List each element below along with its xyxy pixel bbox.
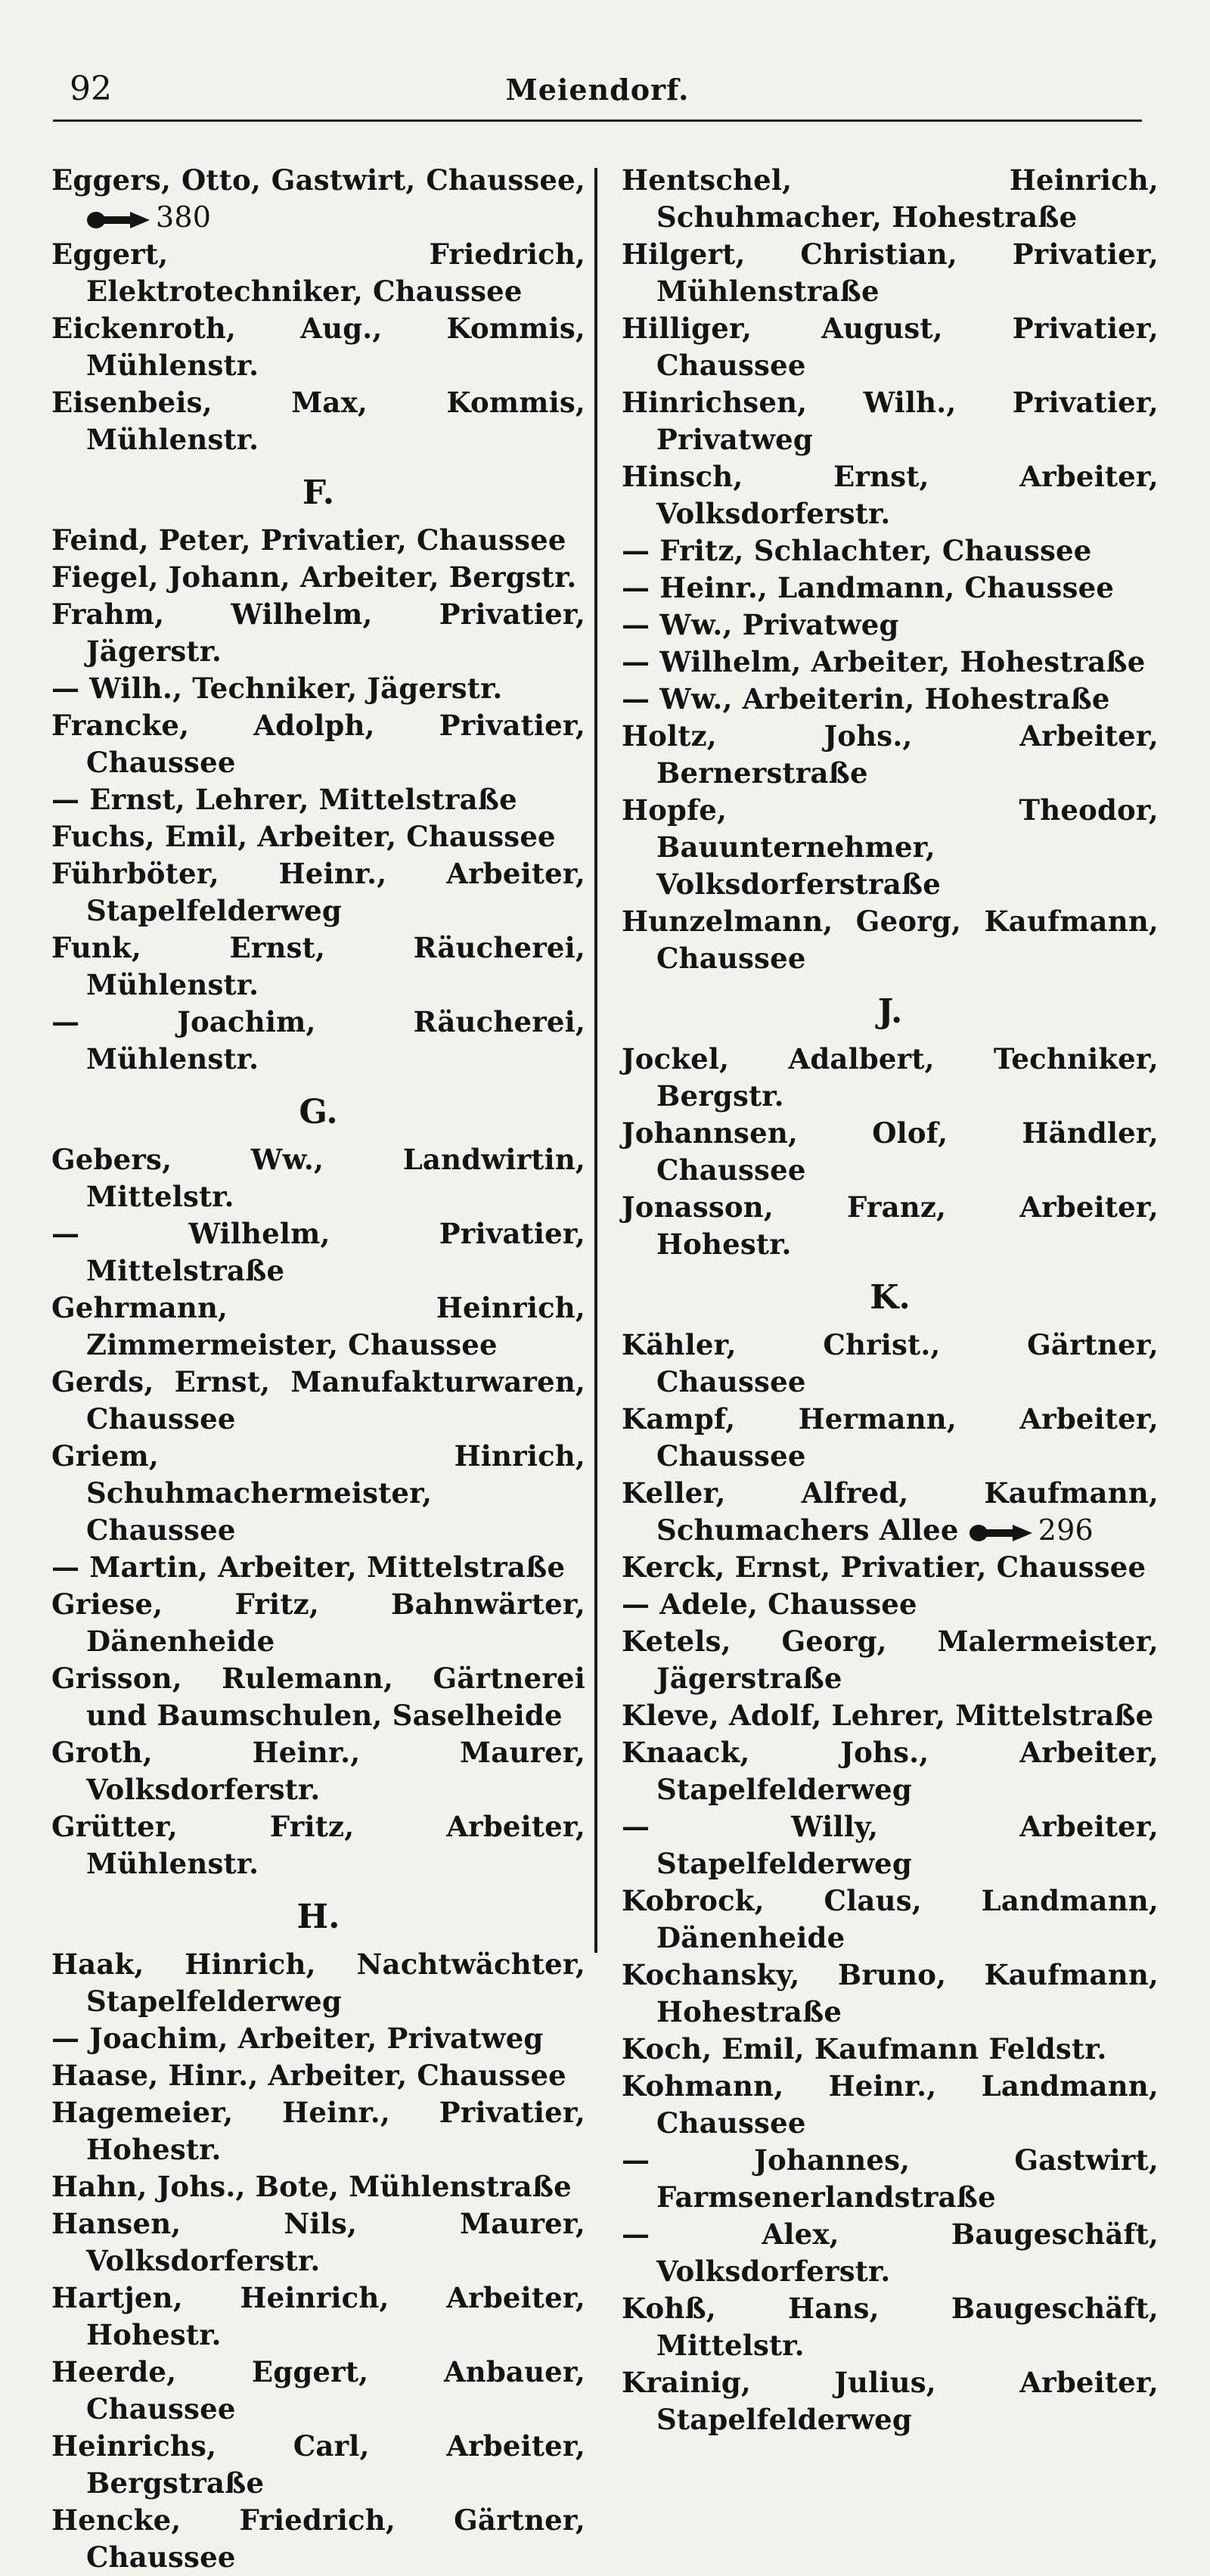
- directory-entry: [51, 1438, 585, 1549]
- telephone-icon: [969, 1522, 1034, 1544]
- entry-text: Koch, Emil, Kaufmann Feldstr.: [622, 2032, 1107, 2065]
- directory-entry: [622, 792, 1159, 903]
- section-letter: K.: [870, 1278, 911, 1317]
- left-column: [51, 162, 585, 2576]
- directory-entry: [51, 1660, 585, 1734]
- entry-text: — Wilh., Techniker, Jägerstr.: [51, 672, 503, 705]
- directory-entry: [51, 2094, 585, 2168]
- directory-entry: [622, 718, 1159, 792]
- directory-entry: [622, 2364, 1159, 2438]
- entry-text: Eickenroth, Aug., Kommis, Mühlenstr.: [51, 312, 585, 382]
- directory-entry: [51, 162, 585, 236]
- entry-text: Holtz, Johs., Arbeiter, Bernerstraße: [622, 719, 1159, 790]
- entry-text: Heinrichs, Carl, Arbeiter, Bergstraße: [51, 2429, 585, 2500]
- directory-entry: [622, 384, 1159, 458]
- entry-text: — Joachim, Räucherei, Mühlenstr.: [51, 1005, 585, 1075]
- section-letter: F.: [302, 473, 335, 512]
- entry-text: — Willy, Arbeiter, Stapelfelderweg: [622, 1810, 1159, 1880]
- directory-entry: [51, 1141, 585, 1215]
- directory-entry: [622, 236, 1159, 310]
- entry-text: Hilgert, Christian, Privatier, Mühlenstraße: [622, 237, 1159, 308]
- entry-text: — Johannes, Gastwirt, Farmsenerlandstraße: [622, 2143, 1159, 2214]
- entry-text: Hinrichsen, Wilh., Privatier, Privatweg: [622, 386, 1159, 456]
- directory-entry: [51, 818, 585, 855]
- entry-text: — Ww., Privatweg: [622, 608, 899, 641]
- directory-entry: [622, 1327, 1159, 1401]
- directory-entry: [51, 1215, 585, 1290]
- entry-text: — Heinr., Landmann, Chaussee: [622, 571, 1115, 604]
- directory-entry: [622, 1115, 1159, 1189]
- directory-entry: [622, 1549, 1159, 1586]
- entry-text: Eisenbeis, Max, Kommis, Mühlenstr.: [51, 386, 585, 456]
- entry-text: Kohmann, Heinr., Landmann, Chaussee: [622, 2069, 1159, 2140]
- entry-text: Hagemeier, Heinr., Privatier, Hohestr.: [51, 2096, 585, 2166]
- directory-entry: [51, 596, 585, 670]
- directory-entry: [622, 607, 1159, 644]
- entry-text: Knaack, Johs., Arbeiter, Stapelfelderweg: [622, 1736, 1159, 1806]
- entry-text: Frahm, Wilhelm, Privatier, Jägerstr.: [51, 597, 585, 668]
- directory-entry: [622, 458, 1159, 532]
- column-divider: [594, 168, 597, 1953]
- section-letter: H.: [296, 1898, 340, 1936]
- directory-entry: [51, 2057, 585, 2094]
- directory-entry: [51, 1290, 585, 1364]
- directory-entry: [51, 1364, 585, 1438]
- directory-entry: [51, 781, 585, 818]
- directory-entry: [622, 1697, 1159, 1734]
- entry-text: Griese, Fritz, Bahnwärter, Dänenheide: [51, 1587, 585, 1658]
- directory-entry: [51, 1808, 585, 1882]
- entry-text: Hansen, Nils, Maurer, Volksdorferstr.: [51, 2207, 585, 2277]
- directory-entry: [622, 1808, 1159, 1882]
- entry-text: Hentschel, Heinrich, Schuhmacher, Hohestraße: [622, 163, 1159, 234]
- directory-entry: [51, 1004, 585, 1078]
- entry-text: Funk, Ernst, Räucherei, Mühlenstr.: [51, 931, 585, 1001]
- directory-entry: [51, 310, 585, 384]
- directory-entry: [622, 162, 1159, 236]
- directory-entry: [622, 2031, 1159, 2068]
- telephone-number: [86, 200, 211, 234]
- entry-text: Keller, Alfred, Kaufmann, Schumachers Allee: [622, 1476, 1159, 1547]
- directory-entry: [622, 1586, 1159, 1623]
- directory-entry: [622, 1623, 1159, 1697]
- directory-entry: [622, 1957, 1159, 2031]
- directory-entry: [622, 2142, 1159, 2216]
- entry-text: — Adele, Chaussee: [622, 1587, 917, 1621]
- directory-entry: [51, 1946, 585, 2020]
- entry-text: — Alex, Baugeschäft, Volksdorferstr.: [622, 2218, 1159, 2288]
- entry-text: — Ernst, Lehrer, Mittelstraße: [51, 783, 517, 816]
- entry-text: Hopfe, Theodor, Bauunternehmer, Volksdorferstraße: [622, 793, 1159, 901]
- entry-text: Hahn, Johs., Bote, Mühlenstraße: [51, 2170, 572, 2203]
- directory-entry: [51, 2502, 585, 2576]
- directory-entry: [622, 1041, 1159, 1115]
- entry-text: Kochansky, Bruno, Kaufmann, Hohestraße: [622, 1958, 1159, 2028]
- header-rule: [53, 119, 1142, 122]
- directory-entry: [622, 532, 1159, 570]
- directory-entry: [622, 2216, 1159, 2290]
- entry-text: — Joachim, Arbeiter, Privatweg: [51, 2022, 544, 2055]
- entry-text: Francke, Adolph, Privatier, Chaussee: [51, 709, 585, 779]
- entry-text: Ketels, Georg, Malermeister, Jägerstraße: [622, 1625, 1159, 1695]
- entry-text: — Wilhelm, Privatier, Mittelstraße: [51, 1217, 585, 1287]
- entry-text: Heerde, Eggert, Anbauer, Chaussee: [51, 2355, 585, 2425]
- directory-entry: [51, 2428, 585, 2502]
- entry-text: Hinsch, Ernst, Arbeiter, Volksdorferstr.: [622, 460, 1159, 530]
- directory-entry: [622, 570, 1159, 607]
- directory-entry: [51, 2168, 585, 2205]
- directory-entry: [51, 2020, 585, 2057]
- entry-text: Eggers, Otto, Gastwirt, Chaussee,: [51, 163, 585, 197]
- entry-text: Hencke, Friedrich, Gärtner, Chaussee: [51, 2503, 585, 2574]
- entry-text: — Ww., Arbeiterin, Hohestraße: [622, 682, 1110, 715]
- right-column: [622, 162, 1159, 2438]
- entry-text: — Wilhelm, Arbeiter, Hohestraße: [622, 645, 1146, 678]
- entry-text: — Fritz, Schlachter, Chaussee: [622, 534, 1092, 567]
- entry-text: Eggert, Friedrich, Elektrotechniker, Chaussee: [51, 237, 585, 308]
- entry-text: Jockel, Adalbert, Techniker, Bergstr.: [622, 1042, 1159, 1113]
- directory-entry: [622, 644, 1159, 681]
- page-header: [53, 67, 1142, 119]
- entry-text: Griem, Hinrich, Schuhmachermeister, Chaussee: [51, 1439, 585, 1547]
- entry-text: Grisson, Rulemann, Gärtnerei und Baumschulen, Saselheide: [51, 1662, 585, 1732]
- entry-text: Führböter, Heinr., Arbeiter, Stapelfelderweg: [51, 857, 585, 927]
- entry-text: Gerds, Ernst, Manufakturwaren, Chaussee: [51, 1365, 585, 1435]
- directory-entry: [622, 1882, 1159, 1957]
- directory-entry: [51, 236, 585, 310]
- running-title: Meiendorf.: [505, 73, 690, 107]
- entry-text: Kohß, Hans, Baugeschäft, Mittelstr.: [622, 2292, 1159, 2362]
- directory-entry: [51, 2354, 585, 2428]
- entry-text: Haak, Hinrich, Nachtwächter, Stapelfelderweg: [51, 1948, 585, 2018]
- phone-number-value: 296: [1038, 1513, 1094, 1547]
- directory-entry: [622, 2068, 1159, 2142]
- entry-text: Kerck, Ernst, Privatier, Chaussee: [622, 1550, 1146, 1584]
- section-letter: J.: [877, 992, 903, 1031]
- entry-text: Grütter, Fritz, Arbeiter, Mühlenstr.: [51, 1810, 585, 1880]
- directory-entry: [51, 670, 585, 707]
- entry-text: Fiegel, Johann, Arbeiter, Bergstr.: [51, 560, 577, 594]
- directory-entry: [622, 2290, 1159, 2364]
- section-letter: G.: [299, 1093, 338, 1131]
- phone-number-value: 380: [156, 200, 212, 234]
- directory-entry: [622, 1401, 1159, 1475]
- directory-entry: [622, 1734, 1159, 1808]
- entry-text: Gehrmann, Heinrich, Zimmermeister, Chaussee: [51, 1291, 585, 1361]
- telephone-icon: [86, 209, 151, 231]
- directory-entry: [51, 1549, 585, 1586]
- entry-text: Kobrock, Claus, Landmann, Dänenheide: [622, 1884, 1159, 1954]
- entry-text: Feind, Peter, Privatier, Chaussee: [51, 523, 566, 557]
- entry-text: Haase, Hinr., Arbeiter, Chaussee: [51, 2059, 566, 2092]
- directory-entry: [51, 707, 585, 781]
- entry-text: Hilliger, August, Privatier, Chaussee: [622, 312, 1159, 382]
- directory-entry: [622, 310, 1159, 384]
- directory-entry: [51, 384, 585, 458]
- entry-text: Hunzelmann, Georg, Kaufmann, Chaussee: [622, 905, 1159, 975]
- entry-text: Fuchs, Emil, Arbeiter, Chaussee: [51, 820, 556, 853]
- entry-text: Kampf, Hermann, Arbeiter, Chaussee: [622, 1402, 1159, 1473]
- directory-entry: [51, 1734, 585, 1808]
- entry-text: Kähler, Christ., Gärtner, Chaussee: [622, 1328, 1159, 1398]
- entry-text: Johannsen, Olof, Händler, Chaussee: [622, 1116, 1159, 1187]
- directory-entry: [51, 2280, 585, 2354]
- page-number: 92: [70, 70, 112, 108]
- telephone-number: [969, 1513, 1094, 1547]
- directory-entry: [51, 930, 585, 1004]
- directory-entry: [622, 1475, 1159, 1549]
- directory-entry: [51, 559, 585, 596]
- directory-entry: [622, 681, 1159, 718]
- directory-entry: [622, 1189, 1159, 1263]
- entry-text: Gebers, Ww., Landwirtin, Mittelstr.: [51, 1143, 585, 1213]
- directory-entry: [51, 522, 585, 559]
- entry-text: Jonasson, Franz, Arbeiter, Hohestr.: [622, 1190, 1159, 1261]
- directory-entry: [51, 1586, 585, 1660]
- entry-text: Hartjen, Heinrich, Arbeiter, Hohestr.: [51, 2281, 585, 2351]
- entry-text: Krainig, Julius, Arbeiter, Stapelfelderweg: [622, 2366, 1159, 2436]
- entry-text: — Martin, Arbeiter, Mittelstraße: [51, 1550, 566, 1584]
- directory-entry: [622, 903, 1159, 977]
- directory-entry: [51, 2205, 585, 2280]
- directory-entry: [51, 855, 585, 930]
- entry-text: Groth, Heinr., Maurer, Volksdorferstr.: [51, 1736, 585, 1806]
- entry-text: Kleve, Adolf, Lehrer, Mittelstraße: [622, 1699, 1154, 1732]
